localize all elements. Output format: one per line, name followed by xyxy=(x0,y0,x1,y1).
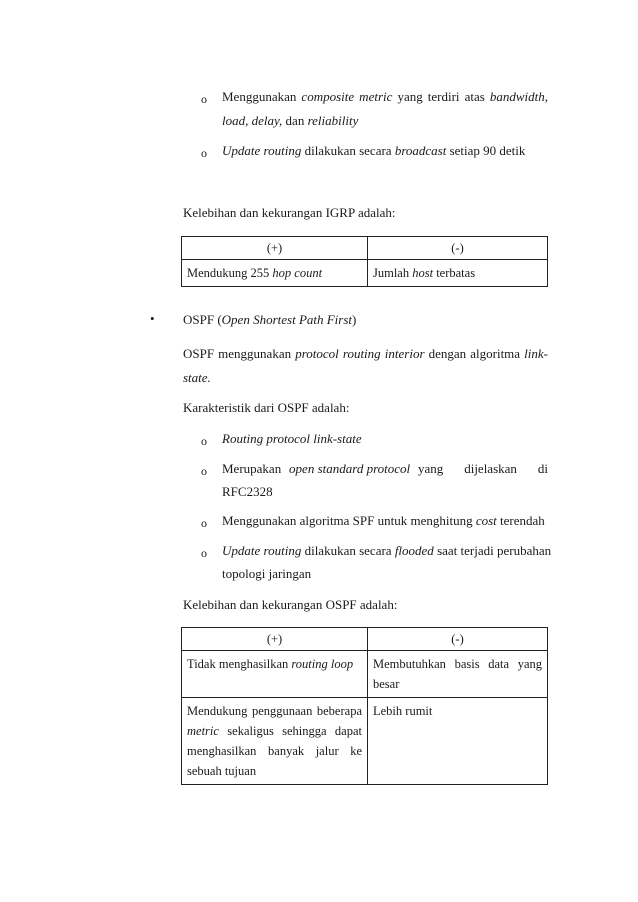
header-plus: (+) xyxy=(182,628,368,651)
list-marker: o xyxy=(201,434,207,448)
ospf-char-intro: Karakteristik dari OSPF adalah: xyxy=(183,400,350,415)
ospf-desc-line2: state. xyxy=(183,370,211,385)
header-minus: (-) xyxy=(368,628,548,651)
bullet-icon: • xyxy=(150,311,155,326)
igrp-plus-cell: Mendukung 255 hop count xyxy=(182,260,368,287)
ospf-r2-plus: Mendukung penggunaan beberapa metric sekaligus sehingga dapat menghasilkan banyak jalur ke sebuah tujuan xyxy=(182,698,368,785)
table-row xyxy=(182,260,548,287)
ospf-char-3: Menggunakan algoritma SPF untuk menghitung cost terendah xyxy=(222,513,545,528)
list-marker: o xyxy=(201,146,207,160)
list-marker: o xyxy=(201,464,207,478)
ospf-char-2-line1: Merupakan open standard protocol yang dijelaskan di xyxy=(222,461,548,476)
table-row xyxy=(182,698,548,785)
igrp-char-2: Update routing dilakukan secara broadcast setiap 90 detik xyxy=(222,143,526,158)
igrp-table xyxy=(181,236,548,287)
header-plus: (+) xyxy=(182,237,368,260)
header-minus: (-) xyxy=(368,237,548,260)
igrp-minus-cell: Jumlah host terbatas xyxy=(368,260,548,287)
ospf-title: OSPF (Open Shortest Path First) xyxy=(183,312,357,327)
ospf-char-1: Routing protocol link-state xyxy=(222,431,362,446)
list-marker: o xyxy=(201,92,207,106)
ospf-char-4-line2: topologi jaringan xyxy=(222,566,312,581)
ospf-r1-minus: Membutuhkan basis data yang besar xyxy=(368,651,548,698)
ospf-char-4-line1: Update routing dilakukan secara flooded saat terjadi perubahan xyxy=(222,543,552,558)
igrp-char-1-line2: load, delay, dan reliability xyxy=(222,113,359,128)
igrp-char-1-line1: Menggunakan composite metric yang terdiri atas bandwidth, xyxy=(222,89,549,104)
ospf-r2-minus: Lebih rumit xyxy=(368,698,548,785)
list-marker: o xyxy=(201,546,207,560)
table-header-row xyxy=(182,237,548,260)
igrp-table-intro: Kelebihan dan kekurangan IGRP adalah: xyxy=(183,205,396,220)
table-header-row xyxy=(182,628,548,651)
ospf-r1-plus: Tidak menghasilkan routing loop xyxy=(182,651,368,698)
ospf-table-intro: Kelebihan dan kekurangan OSPF adalah: xyxy=(183,597,398,612)
list-marker: o xyxy=(201,516,207,530)
ospf-char-2-line2: RFC2328 xyxy=(222,484,273,499)
table-row xyxy=(182,651,548,698)
ospf-desc-line1: OSPF menggunakan protocol routing interior dengan algoritma link- xyxy=(183,346,548,361)
ospf-table xyxy=(181,627,548,785)
